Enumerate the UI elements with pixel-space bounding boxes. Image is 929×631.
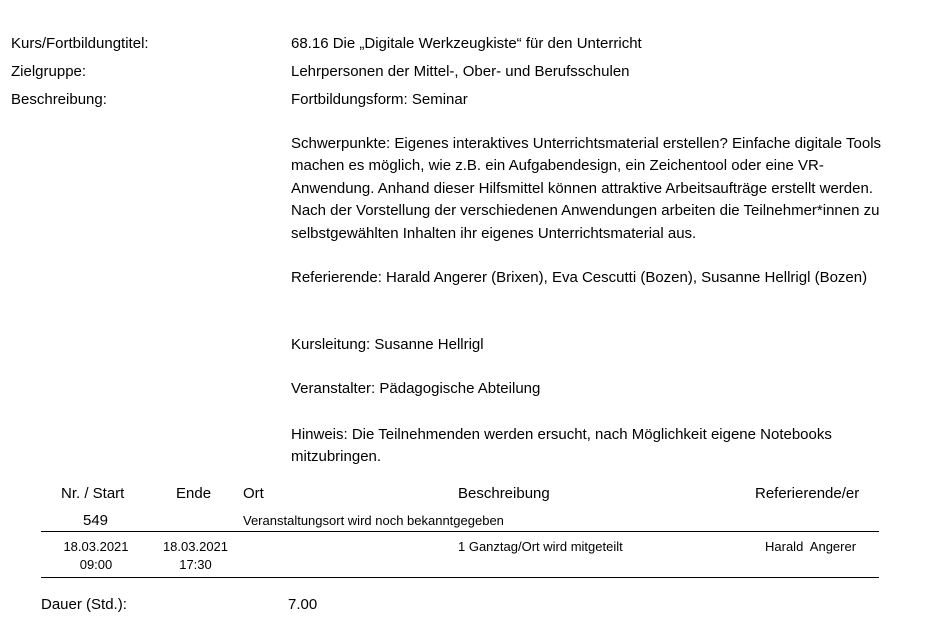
- row-description: 1 Ganztag/Ort wird mitgeteilt: [458, 539, 623, 554]
- col-header-description: Beschreibung: [458, 485, 550, 502]
- table-divider-bottom: [41, 577, 879, 578]
- row-start-time: 09:00: [79, 557, 113, 572]
- title-label: Kurs/Fortbildungtitel:: [11, 35, 149, 52]
- course-lead: Kursleitung: Susanne Hellrigl: [291, 336, 484, 353]
- course-title: 68.16 Die „Digitale Werkzeugkiste“ für den Unterricht: [291, 35, 642, 52]
- target-group-value: Lehrpersonen der Mittel-, Ober- und Berufsschulen: [291, 63, 630, 80]
- course-organizer: Veranstalter: Pädagogische Abteilung: [291, 380, 541, 397]
- target-group-label: Zielgruppe:: [11, 63, 87, 80]
- course-format: Fortbildungsform: Seminar: [291, 91, 468, 108]
- col-header-location: Ort: [243, 485, 264, 502]
- course-note: Hinweis: Die Teilnehmenden werden ersucht, nach Möglichkeit eigene Notebooks mitzubringen.: [291, 426, 832, 466]
- course-focus: Schwerpunkte: Eigenes interaktives Unterrichtsmaterial erstellen? Einfache digitale Tools machen es möglich, wie z.B. ein Aufgabendesign, ein Zeichentool oder eine VR-Anwendung. Anhand dieser Hilfsmittel können attraktive Arbeitsaufträge erstellt werden. Nach der Vorstellung der verschiedenen Anwendungen arbeiten die Teilnehmer*innen zu selbstgewählten Inhalten ihr eigenes Unterrichtsmaterial aus.: [291, 135, 882, 242]
- row-end-date: 18.03.2021: [162, 539, 229, 554]
- venue-note: Veranstaltungsort wird noch bekanntgegeben: [243, 513, 504, 528]
- duration-value: 7.00: [288, 596, 318, 613]
- row-start-date: 18.03.2021: [63, 539, 129, 554]
- table-divider-top: [41, 531, 879, 532]
- row-speaker: Harald Angerer: [765, 539, 857, 554]
- col-header-nr-start: Nr. / Start: [61, 485, 125, 502]
- col-header-speakers: Referierende/er: [755, 485, 860, 502]
- course-number: 549: [83, 512, 109, 529]
- col-header-end: Ende: [176, 485, 212, 502]
- description-label: Beschreibung:: [11, 91, 107, 108]
- duration-label: Dauer (Std.):: [41, 596, 127, 613]
- row-end-time: 17:30: [179, 557, 212, 572]
- course-speakers: Referierende: Harald Angerer (Brixen), Eva Cescutti (Bozen), Susanne Hellrigl (Bozen): [291, 269, 868, 286]
